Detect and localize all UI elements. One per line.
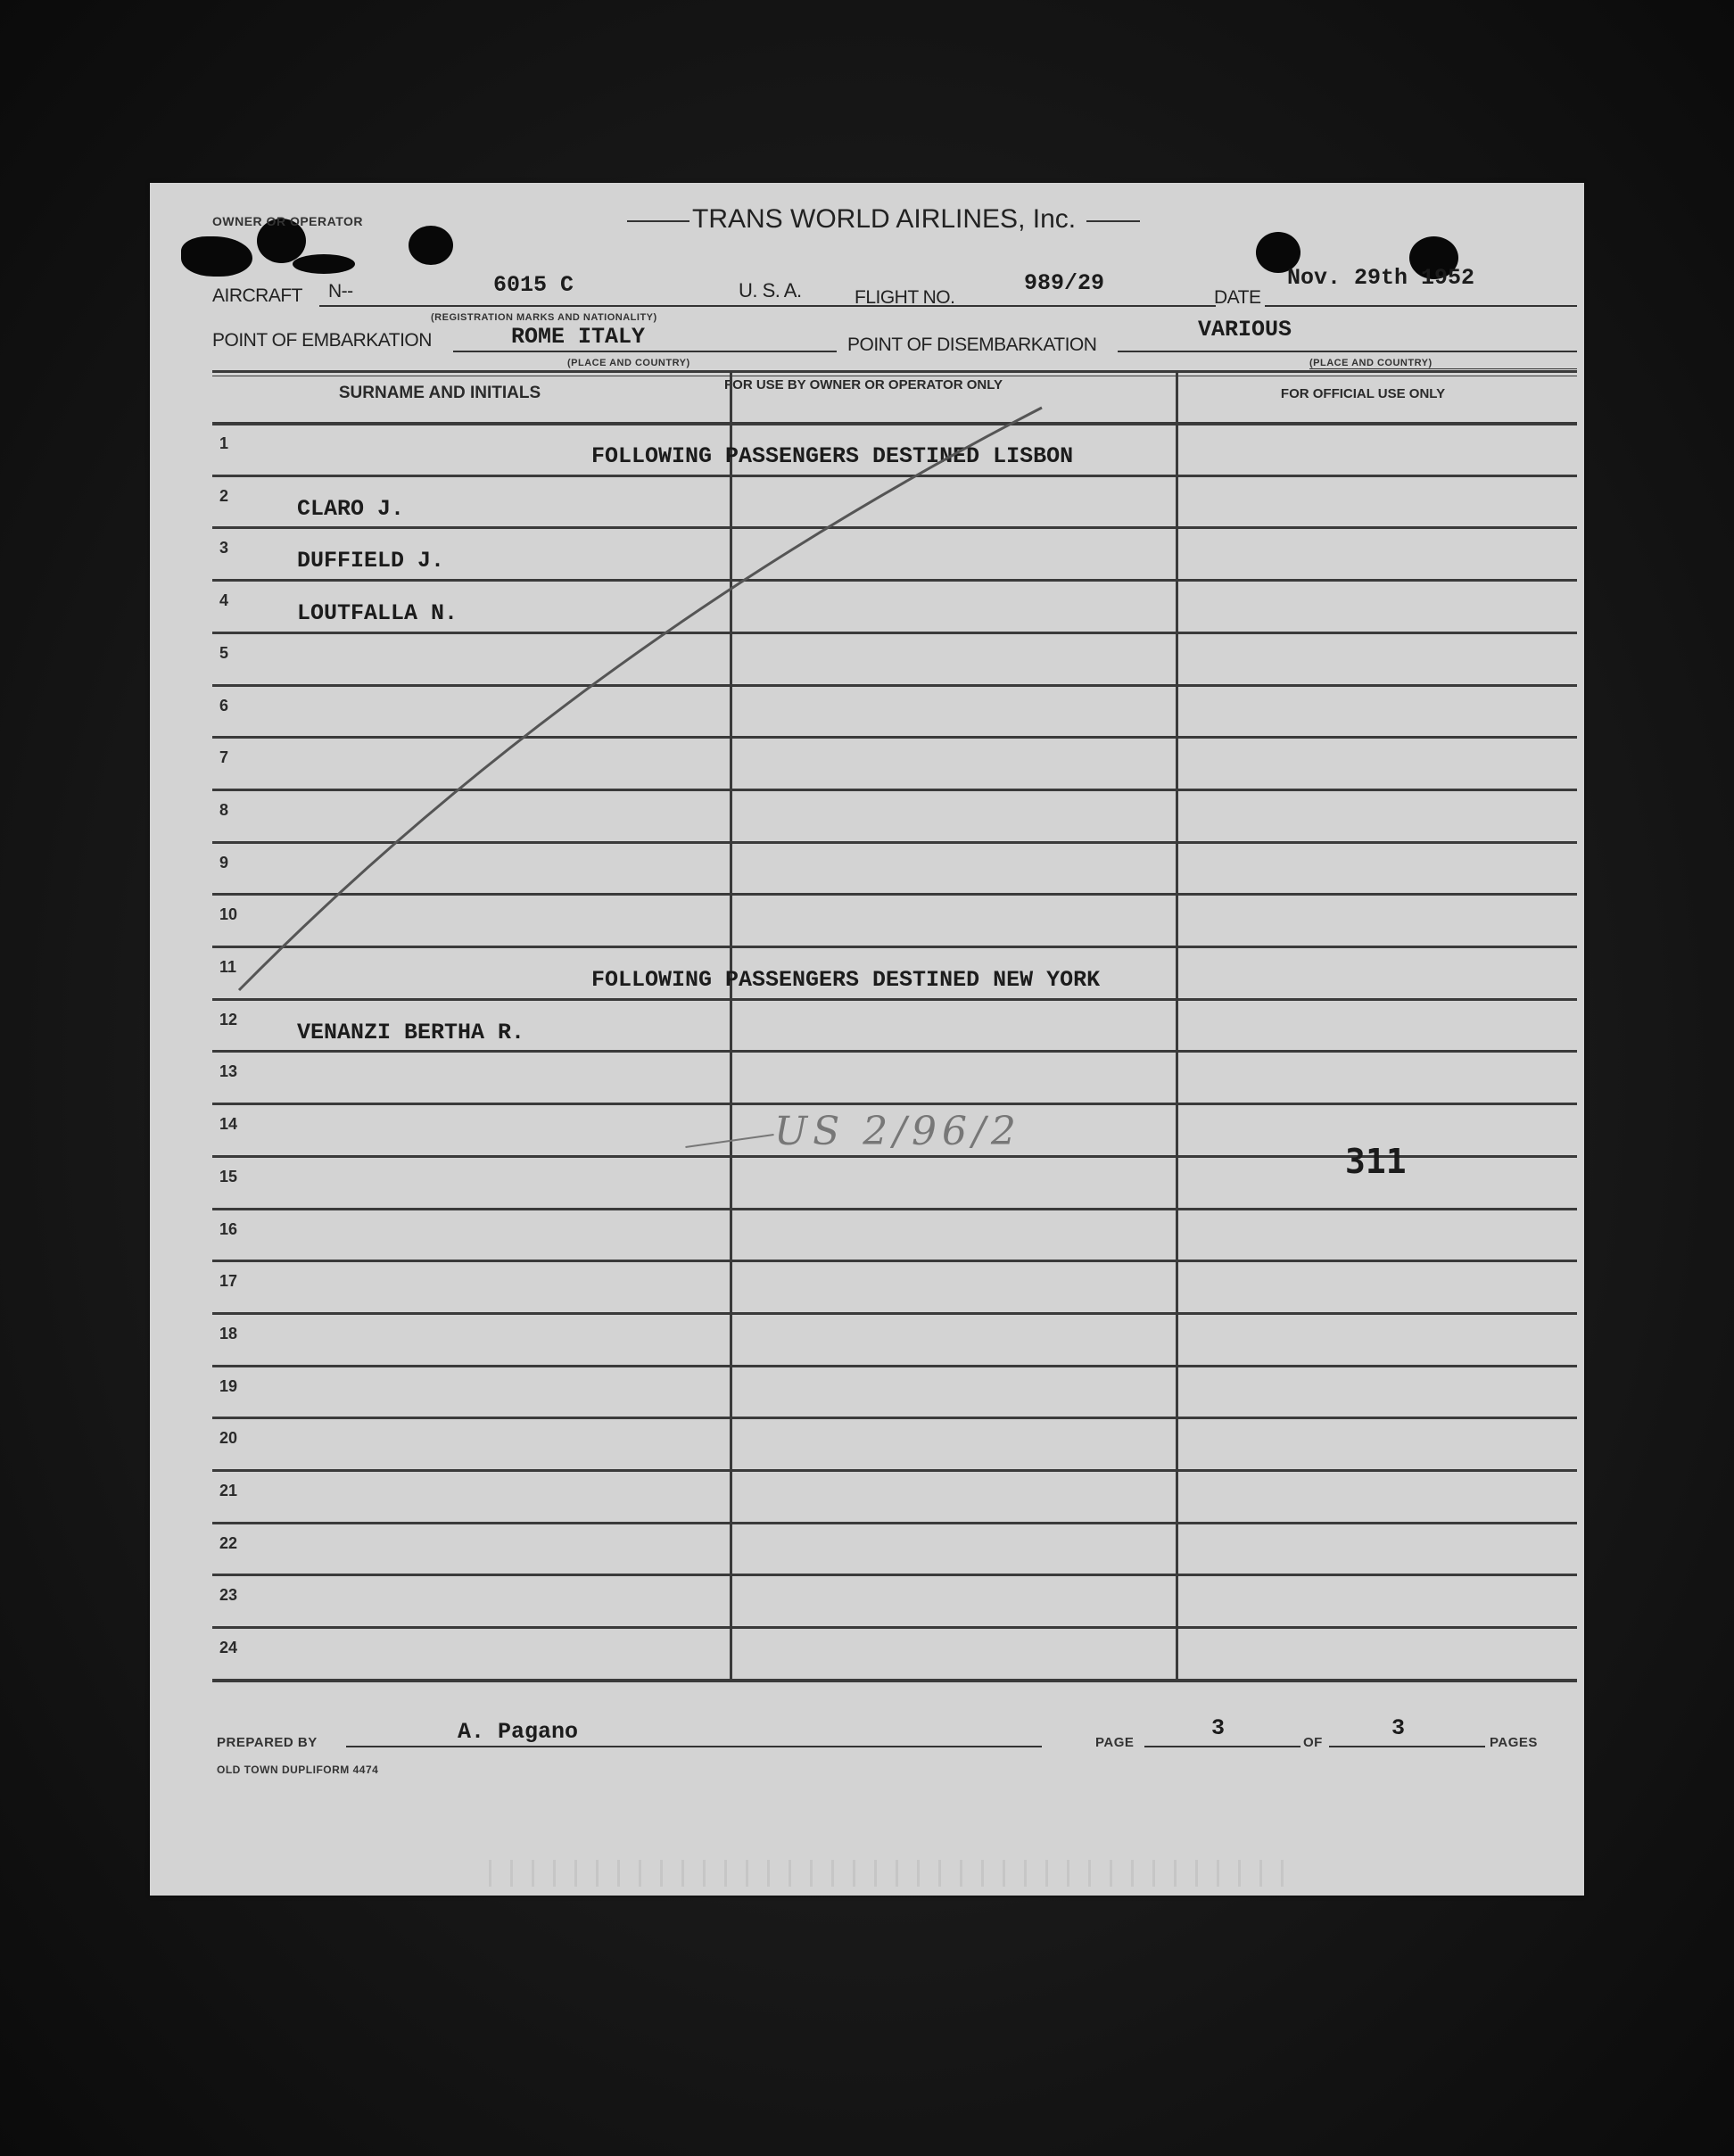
row-number: 12 bbox=[219, 1011, 238, 1028]
pages-label: PAGES bbox=[1490, 1735, 1538, 1750]
row-number: 8 bbox=[219, 801, 229, 819]
row-number: 4 bbox=[219, 591, 229, 609]
disembarkation-value: VARIOUS bbox=[1198, 317, 1292, 343]
official-stamp: 311 bbox=[1345, 1142, 1407, 1181]
place-caption: (PLACE AND COUNTRY) bbox=[567, 358, 690, 368]
aircraft-label: AIRCRAFT bbox=[212, 285, 302, 306]
pencil-cancel-stroke bbox=[150, 183, 1584, 1896]
row-number: 17 bbox=[219, 1272, 238, 1290]
row-number: 13 bbox=[219, 1062, 238, 1080]
row-number: 20 bbox=[219, 1429, 238, 1447]
page-value: 3 bbox=[1211, 1715, 1226, 1741]
row-number: 5 bbox=[219, 644, 229, 662]
row-number: 10 bbox=[219, 905, 238, 923]
row-number: 1 bbox=[219, 434, 229, 452]
bleed-through-marks bbox=[489, 1860, 1292, 1887]
disembarkation-label: POINT OF DISEMBARKATION bbox=[847, 335, 1097, 355]
handwritten-note: US 2/96/2 bbox=[774, 1109, 1021, 1154]
date-value: Nov. 29th 1952 bbox=[1287, 265, 1475, 291]
passenger-surname: LOUTFALLA N. bbox=[297, 600, 458, 626]
row-number: 24 bbox=[219, 1639, 238, 1656]
aircraft-nationality: U. S. A. bbox=[739, 279, 802, 302]
flight-value: 989/29 bbox=[1024, 270, 1105, 296]
passenger-surname: VENANZI BERTHA R. bbox=[297, 1020, 525, 1045]
row-number: 3 bbox=[219, 539, 229, 557]
embarkation-label: POINT OF EMBARKATION bbox=[212, 330, 432, 351]
destination-note: FOLLOWING PASSENGERS DESTINED NEW YORK bbox=[591, 967, 1101, 993]
owner-label: OWNER OR OPERATOR bbox=[212, 214, 363, 228]
passenger-surname: CLARO J. bbox=[297, 496, 405, 522]
page-label: PAGE bbox=[1095, 1735, 1135, 1750]
embarkation-value: ROME ITALY bbox=[511, 324, 646, 350]
registration-caption: (REGISTRATION MARKS AND NATIONALITY) bbox=[431, 312, 657, 323]
row-number: 19 bbox=[219, 1377, 238, 1395]
flight-label: FLIGHT NO. bbox=[855, 287, 955, 308]
row-number: 15 bbox=[219, 1168, 238, 1185]
row-number: 11 bbox=[219, 958, 237, 976]
row-number: 22 bbox=[219, 1534, 238, 1552]
row-number: 23 bbox=[219, 1586, 238, 1604]
date-label: DATE bbox=[1214, 287, 1261, 308]
row-number: 6 bbox=[219, 697, 229, 715]
owner-value: TRANS WORLD AIRLINES, Inc. bbox=[692, 204, 1077, 234]
place-caption-2: (PLACE AND COUNTRY) bbox=[1309, 358, 1433, 368]
prepared-value: A. Pagano bbox=[458, 1719, 579, 1745]
prepared-label: PREPARED BY bbox=[217, 1735, 318, 1750]
form-id: OLD TOWN DUPLIFORM 4474 bbox=[217, 1764, 379, 1776]
column-header-official-use: FOR OFFICIAL USE ONLY bbox=[1280, 386, 1446, 401]
manifest-page bbox=[150, 183, 1584, 1896]
row-number: 18 bbox=[219, 1325, 238, 1342]
row-number: 14 bbox=[219, 1115, 238, 1133]
passenger-surname: DUFFIELD J. bbox=[297, 548, 445, 574]
row-number: 16 bbox=[219, 1220, 238, 1238]
aircraft-prefix: N-- bbox=[328, 281, 353, 302]
of-label: OF bbox=[1303, 1735, 1323, 1750]
row-number: 2 bbox=[219, 487, 229, 505]
column-header-owner-use: FOR USE BY OWNER OR OPERATOR ONLY bbox=[724, 377, 1003, 392]
column-header-surname: SURNAME AND INITIALS bbox=[338, 384, 541, 402]
row-number: 21 bbox=[219, 1482, 238, 1499]
row-number: 7 bbox=[219, 748, 229, 766]
of-value: 3 bbox=[1391, 1715, 1406, 1741]
row-number: 9 bbox=[219, 854, 229, 871]
aircraft-number: 6015 C bbox=[493, 272, 574, 298]
destination-note: FOLLOWING PASSENGERS DESTINED LISBON bbox=[591, 443, 1074, 469]
